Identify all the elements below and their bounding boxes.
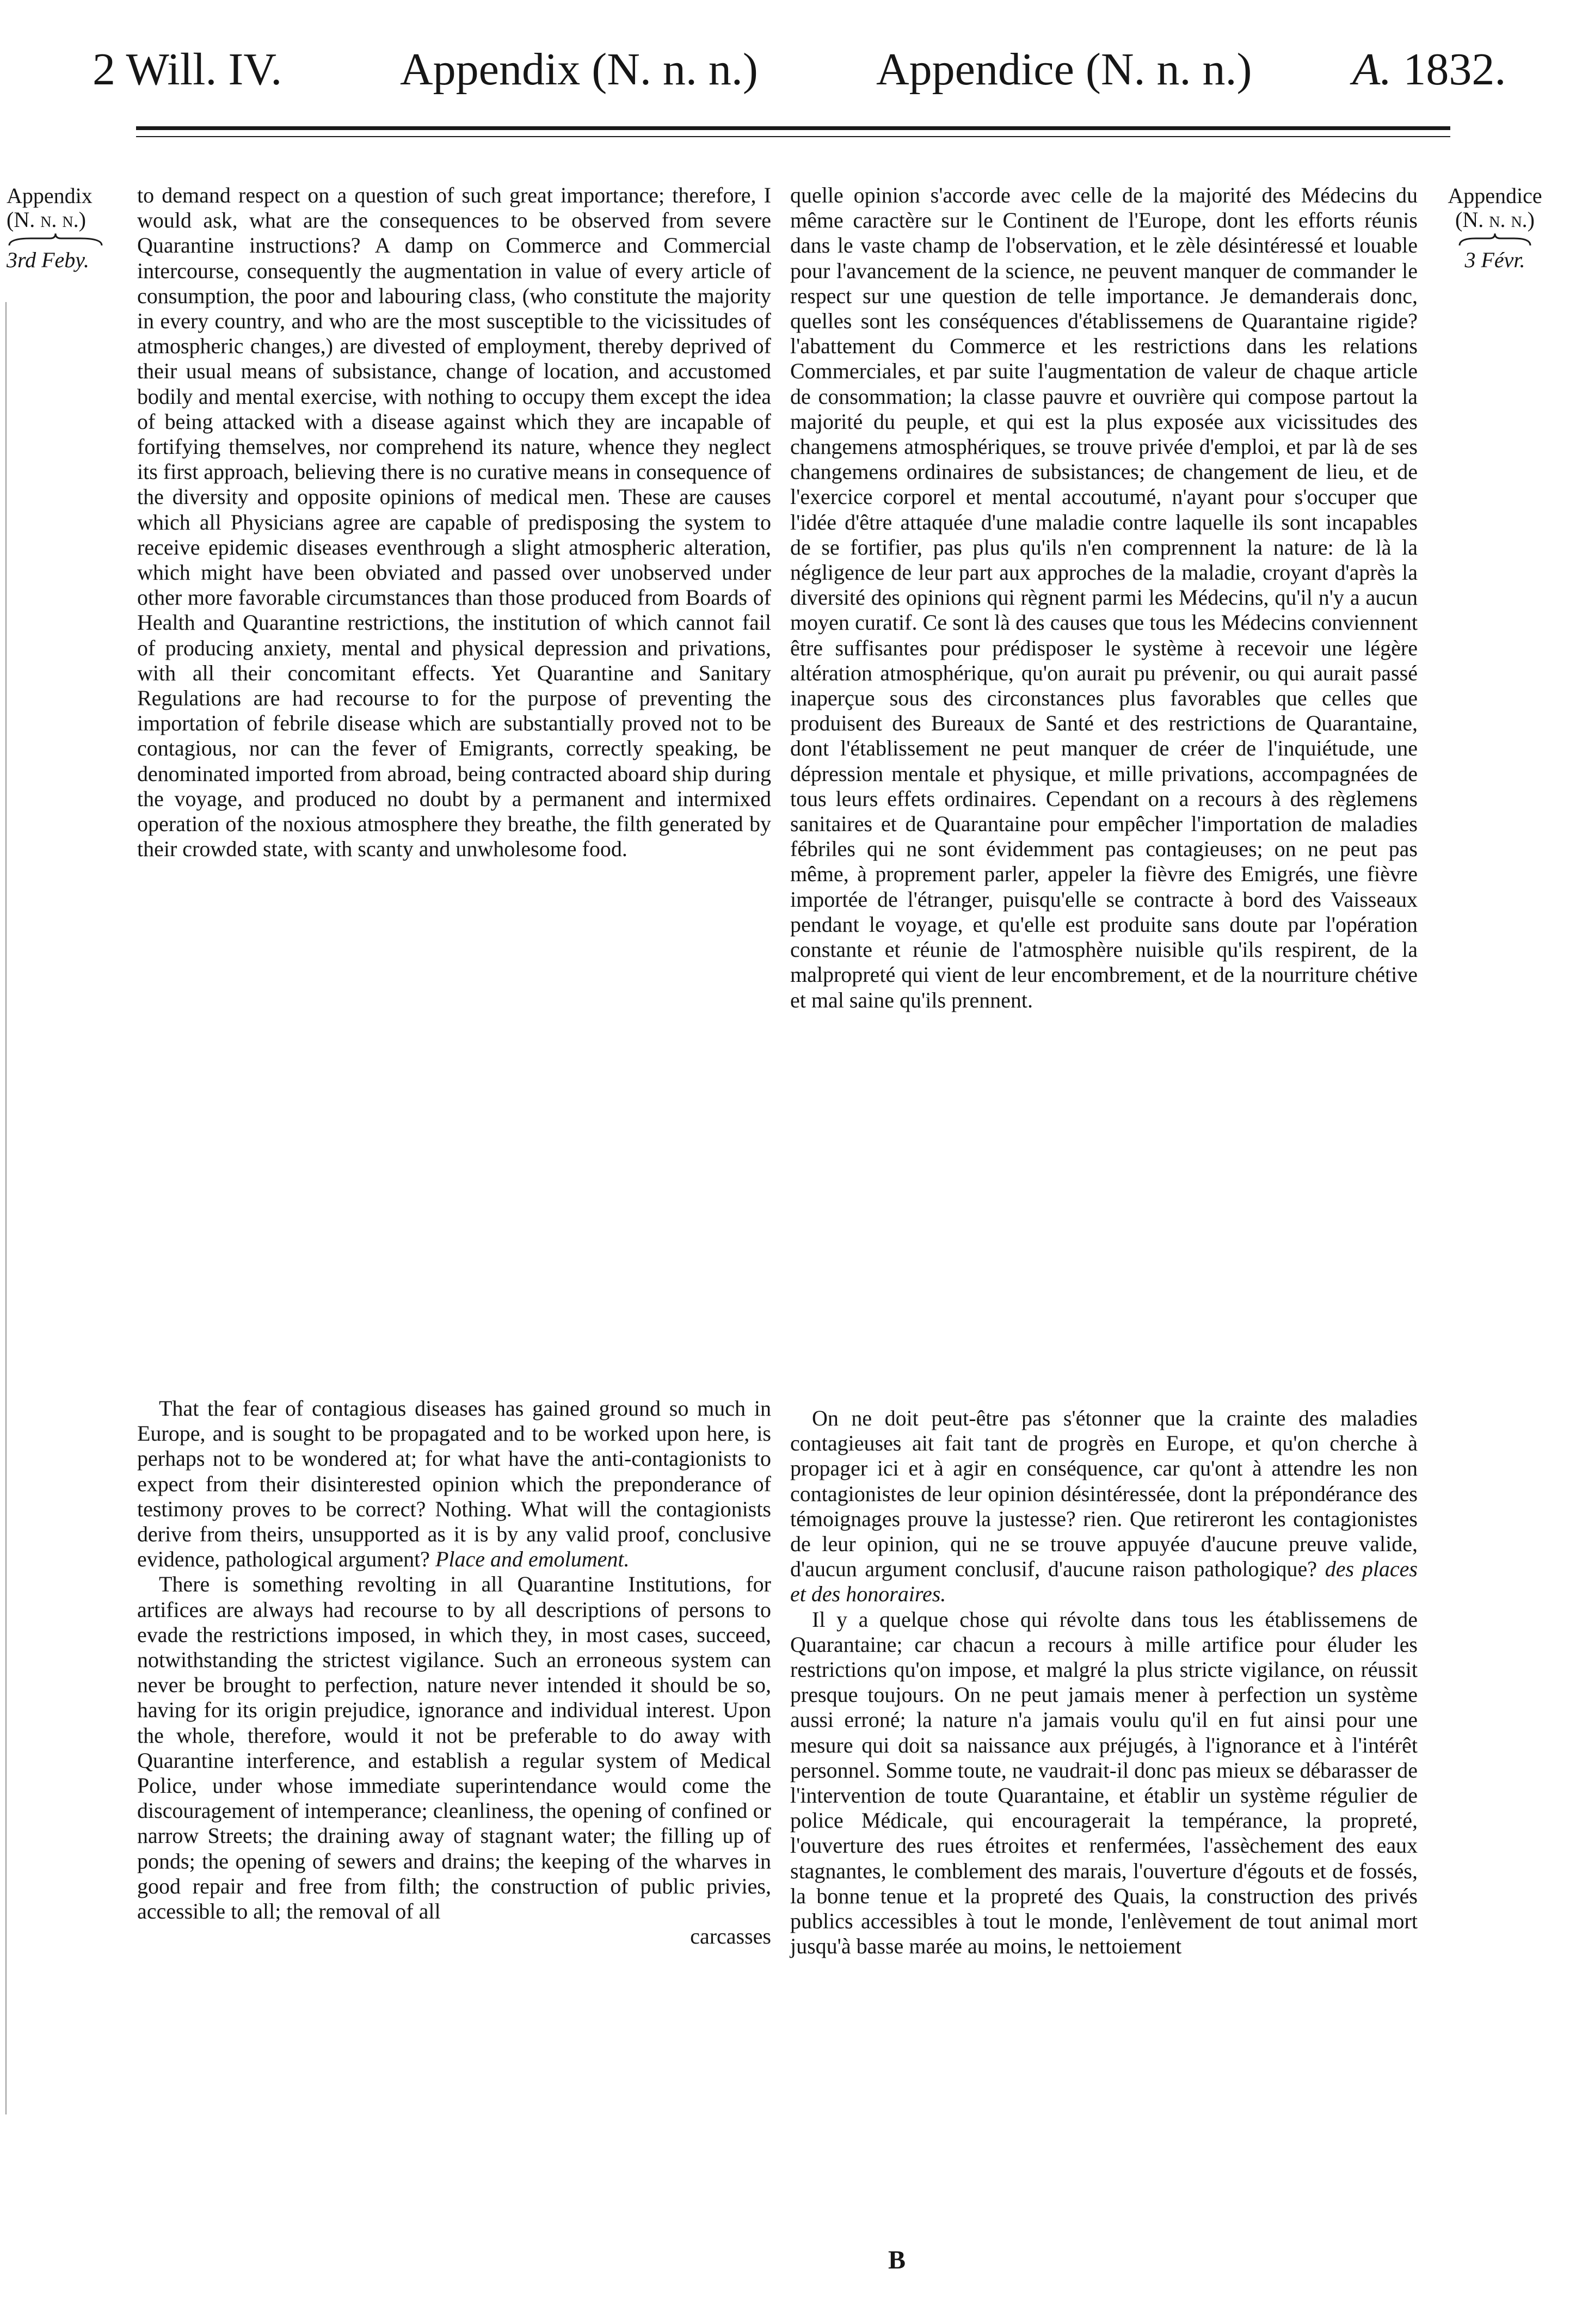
french-paragraph-2 [790, 1406, 1418, 1607]
french-paragraph-2-italic: des places et des honoraires. [790, 1557, 1418, 1607]
right-margin-brace [1416, 232, 1574, 248]
left-margin-note [7, 184, 132, 272]
header-title-french: Appendice (N. n. n.) [876, 44, 1252, 95]
left-margin-brace [7, 232, 132, 248]
english-paragraph-2-text: That the fear of contagious diseases has gained ground so much in Europe, and is sought to be propagated and to be worked upon here, is perhaps not to be wondered at; for what have the anti-contagionists to expect from their disinterested opinion which the preponderance of testimony proves to be correct? Nothing. What will the contagionists derive from theirs, unsupported as it is by any valid proof, conclusive evidence, pathological argument? [137, 1396, 771, 1572]
left-margin-date: 3rd Feby. [7, 248, 89, 272]
header-title-english: Appendix (N. n. n.) [400, 44, 758, 95]
english-paragraph-1: to demand respect on a question of such great importance; therefore, I would ask, what are the consequences to be observed from severe Quarantine instructions? A damp on Commerce and Commercial intercourse, consequently the augmentation in value of every article of consumption, the poor and labouring class, (who constitute the majority in every country, and who are the most susceptible to the vicissitudes of atmospheric changes,) are divested of employment, thereby deprived of their usual means of subsistance, change of location, and accustomed bodily and mental exercise, with nothing to occupy them except the idea of being attacked with a disease against which they are incapable of fortifying themselves, nor comprehend its nature, whence they neglect its first approach, believing there is no curative means in consequence of the diversity and opposite opinions of medical men. These are causes which all Physicians agree are capable of predisposing the system to receive epidemic diseases eventhrough a slight atmospheric alteration, which might have been obviated and passed over unobserved under other more favorable circumstances than those produced from Boards of Health and Quarantine restrictions, the institution of which cannot fail of producing anxiety, mental and physical depression and privations, with all their concomitant effects. Yet Quarantine and Sanitary Regulations are had recourse to for the purpose of preventing the importation of febrile disease which are substantially proved not to be contagious, nor can the fever of Emigrants, correctly speaking, be denominated imported from abroad, being contracted aboard ship during the voyage, and produced no doubt by a permanent and intermixed operation of the noxious atmosphere they breathe, the filth generated by their crowded state, with scanty and unwholesome food. [137, 183, 771, 862]
right-margin-appendice: Appendice [1448, 183, 1542, 208]
header-year-number: 1832. [1403, 44, 1506, 95]
left-margin-line [5, 302, 7, 2114]
english-column-top [137, 183, 771, 862]
french-column-top [790, 183, 1418, 1013]
header-rule-thick [136, 126, 1450, 130]
english-paragraph-3: There is something revolting in all Quarantine Institutions, for artifices are always had recourse to by all descriptions of persons to evade the restrictions imposed, in which they, in most cases, succeed, notwithstanding the strictest vigilance. Such an erroneous system can never be brought to perfection, nature never intended it should be so, having for its origin prejudice, ignorance and individual interest. Upon the whole, therefore, would it not be preferable to do away with Quarantine interference, and establish a regular system of Medical Police, under whose immediate superintendance would come the discouragement of intemperance; cleanliness, the opening of confined or narrow Streets; the draining away of stagnant water; the filling up of ponds; the opening of sewers and drains; the keeping of the wharves in good repair and free from filth; the construction of public privies, accessible to all; the removal of all [137, 1572, 771, 1924]
right-margin-date: 3 Févr. [1464, 248, 1525, 272]
header-year [1352, 42, 1506, 97]
french-column-bottom [790, 1406, 1418, 1959]
header-rule-thin [136, 136, 1450, 137]
english-paragraph-2 [137, 1396, 771, 1572]
french-paragraph-1: quelle opinion s'accorde avec celle de la majorité des Médecins du même caractère sur le Continent de l'Europe, dont les efforts réunis dans le vaste champ de l'observation, et le zèle désintéressé et louable pour l'avancement de la science, ne peuvent manquer de commander le respect sur une question de telle importance. Je demanderais donc, quelles sont les conséquences d'établissemens de Quarantaine rigide? l'abattement du Commerce et les restrictions dans les relations Commerciales, et par suite l'augmentation de valeur de chaque article de consommation; la classe pauvre et ouvrière qui compose partout la majorité du peuple, et qui est la plus exposée aux vicissitudes des changemens atmosphériques, se trouve privée d'emploi, et par là de ses changemens ordinaires de subsistances; de changement de lieu, et de l'exercice corporel et mental accoutumé, n'ayant pour s'occuper que l'idée d'être attaquée d'une maladie contre laquelle ils sont incapables de se fortifier, pas plus qu'ils n'en comprennent la nature: de là la négligence de leur part aux approches de la maladie, croyant d'après la diversité des opinions qui règnent parmi les Médecins, qu'il n'y a aucun moyen curatif. Ce sont là des causes que tous les Médecins conviennent être suffisantes pour prédisposer le système à recevoir une légère altération atmosphérique, qu'on aurait pu prévenir, ou qui aurait passé inaperçue sous des circonstances plus favorables que celles que produisent des Bureaux de Santé et des restrictions de Quarantaine, dont l'établissement ne peut manquer de créer de l'inquiétude, une dépression mentale et physique, et mille privations, accompagnées de tous leurs effets ordinaires. Cependant on a recours à des règlemens sanitaires et de Quarantaine pour empêcher l'importation de maladies fébriles qui ne sont évidemment pas contagieuses; on ne peut pas même, à proprement parler, appeler la fièvre des Emigrés, une fièvre importée de l'étranger, puisqu'elle se contracte à bord des Vaisseaux pendant le voyage, et qu'elle est produite sans doute par l'opération constante et réunie de l'atmosphère nuisible qu'ils respirent, de la malpropreté qui vient de leur encombrement, et de la nourriture chétive et mal saine qu'ils prennent. [790, 183, 1418, 1012]
signature-mark: B [888, 2246, 906, 2274]
header-reign: 2 Will. IV. [93, 44, 282, 95]
header-year-letter: A. [1352, 44, 1392, 95]
french-paragraph-2-text: On ne doit peut-être pas s'étonner que la crainte des maladies contagieuses ait fait tant de progrès en Europe, et qu'on cherche à propager ici et à agir en conséquence, car qu'ont à attendre les non contagionistes de leur opinion désintéressée, dont la prépondérance des témoignages prouve la justesse? rien. Que retireront les contagionistes de leur opinion, qui ne se trouve appuyée d'aucune preuve valide, d'aucun argument conclusif, d'aucune raison pathologique? [790, 1406, 1418, 1582]
left-margin-ref: (N. n. n.) [7, 207, 86, 232]
right-margin-note [1416, 184, 1574, 272]
english-paragraph-2-italic: Place and emolument. [435, 1547, 630, 1572]
right-margin-ref: (N. n. n.) [1455, 207, 1535, 232]
left-margin-appendix: Appendix [7, 183, 93, 208]
english-column-bottom [137, 1396, 771, 1949]
english-catchword: carcasses [690, 1924, 771, 1949]
french-paragraph-3: Il y a quelque chose qui révolte dans tous les établissemens de Quarantaine; car chacun a recours à mille artifice pour éluder les restrictions qu'on impose, et malgré la plus stricte vigilance, on réussit presque toujours. On ne peut jamais mener à perfection un système aussi erroné; la nature n'a jamais voulu qu'il en fut ainsi pour une mesure qui doit sa naissance aux préjugés, à l'ignorance et à l'intérêt personnel. Somme toute, ne vaudrait-il donc pas mieux se débarasser de l'intervention de toute Quarantaine, et établir un système régulier de police Médicale, qui encouragerait la tempérance, la propreté, l'ouverture des rues étroites et renfermées, l'assèchement des eaux stagnantes, le comblement des marais, l'ouverture d'égouts et de fossés, la bonne tenue et la propreté des Quais, la construction des privés publics accessibles à tout le monde, l'enlèvement de tout animal mort jusqu'à basse marée au moins, le nettoiement [790, 1607, 1418, 1959]
